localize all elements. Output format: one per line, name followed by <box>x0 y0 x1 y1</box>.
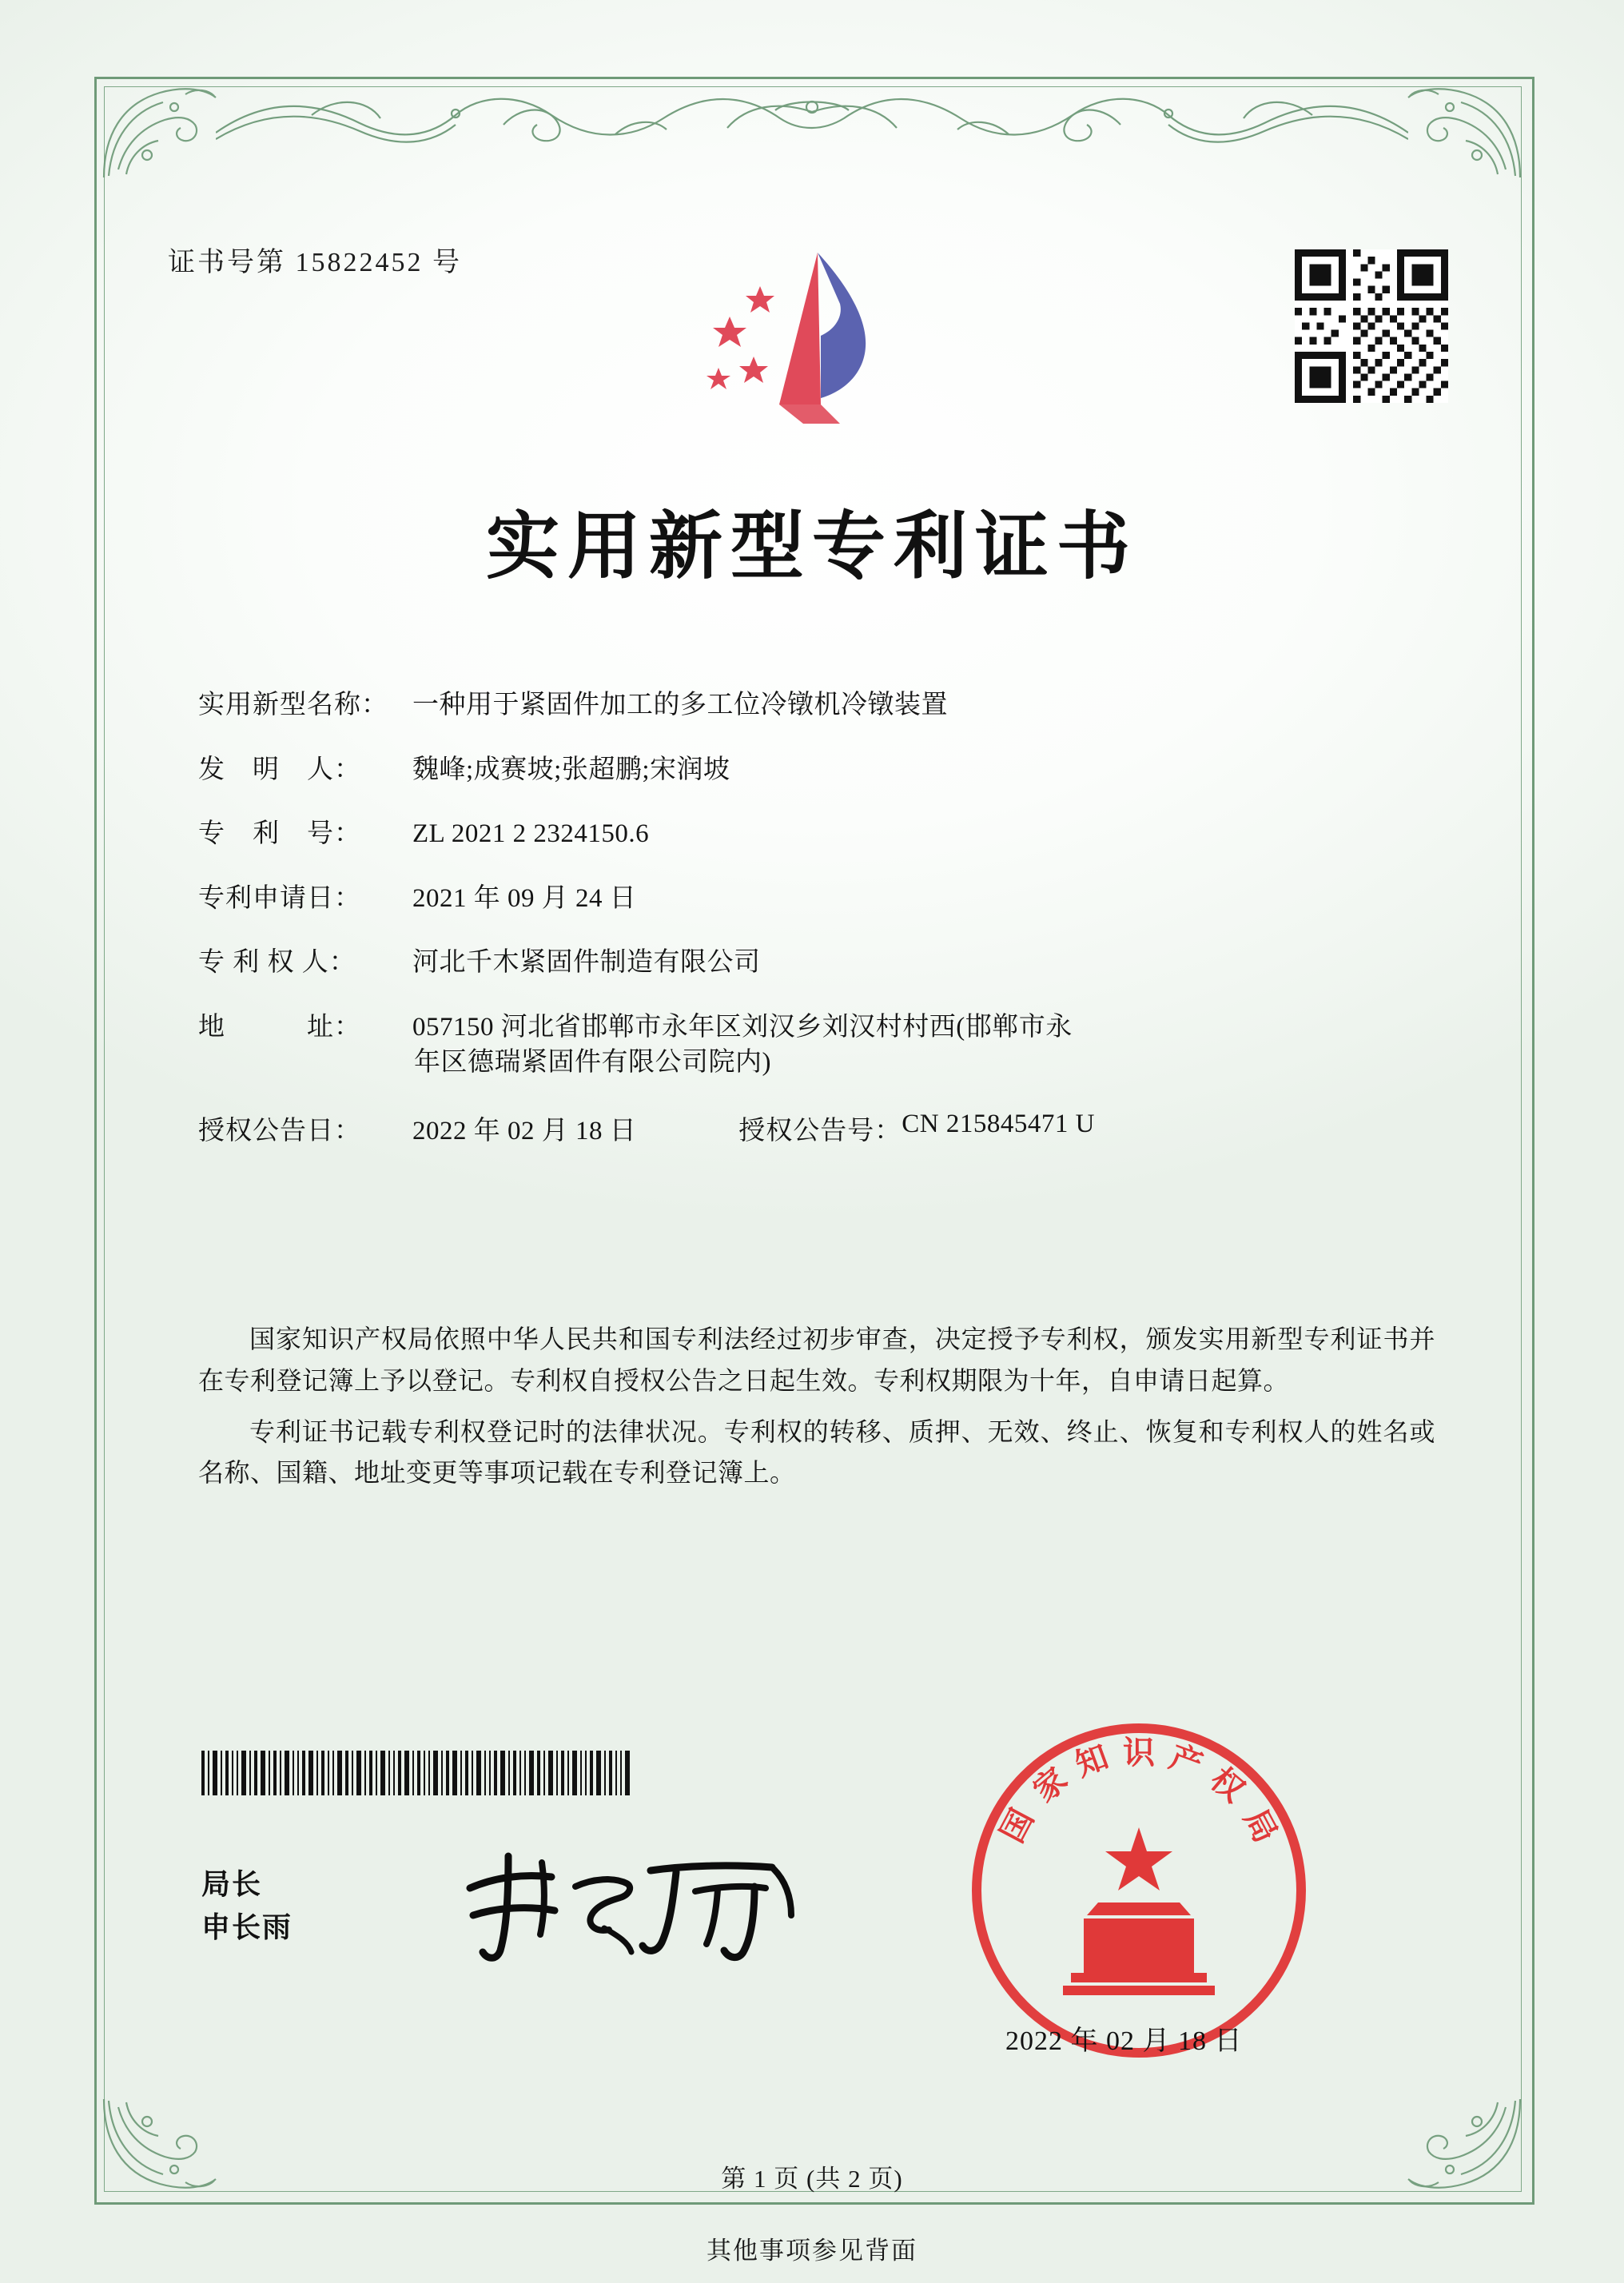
field-value: 2021 年 09 月 24 日 <box>412 883 637 913</box>
seal-date: 2022 年 02 月 18 日 <box>1005 2026 1243 2056</box>
svg-text:家: 家 <box>1025 1759 1075 1810</box>
cnipa-logo-icon <box>683 240 923 440</box>
legal-paragraph-1: 国家知识产权局依照中华人民共和国专利法经过初步审查，决定授予专利权，颁发实用新型专利证书并在专利登记簿上予以登记。专利权自授权公告之日起生效。专利权期限为十年，自申请日起算。 <box>198 1325 1435 1395</box>
announcement-date-label: 授权公告日： <box>198 1116 361 1145</box>
field-value-line2: 年区德瑞紧固件有限公司院内) <box>414 1048 771 1078</box>
legal-paragraph-2: 专利证书记载专利权登记时的法律状况。专利权的转移、质押、无效、终止、恢复和专利权人的姓名或名称、国籍、地址变更等事项记载在专利登记簿上。 <box>198 1416 1435 1488</box>
barcode <box>201 1751 633 1795</box>
field-value: 河北千木紧固件制造有限公司 <box>412 948 761 978</box>
legal-text-block <box>198 1319 1435 1504</box>
field-label: 专 利 号： <box>198 819 361 849</box>
svg-text:知: 知 <box>1070 1737 1113 1784</box>
footnote: 其他事项参见背面 <box>707 2237 917 2265</box>
field-invention-name <box>198 687 1429 723</box>
svg-text:局: 局 <box>1236 1803 1285 1849</box>
field-value-line1: 057150 河北省邯郸市永年区刘汉乡刘汉村村西(邯郸市永 <box>412 1012 1073 1042</box>
page-number: 第 1 页 (共 2 页) <box>721 2165 903 2193</box>
ornament-corner-icon <box>1407 80 1526 184</box>
fields-block <box>198 687 1429 1176</box>
field-label: 发 明 人： <box>198 755 361 784</box>
field-patent-number <box>198 816 1429 852</box>
page-title: 实用新型专利证书 <box>485 503 1138 589</box>
qr-code <box>1295 249 1448 403</box>
certificate-number: 证书号第 15822452 号 <box>168 248 462 277</box>
field-value: 一种用于紧固件加工的多工位冷镦机冷镦装置 <box>412 691 948 719</box>
director-block <box>201 1863 293 1949</box>
field-label: 专利申请日： <box>198 883 361 913</box>
field-inventors <box>198 752 1429 788</box>
field-announcement <box>198 1110 1429 1147</box>
director-signature <box>456 1839 815 1966</box>
official-seal <box>967 1719 1311 2062</box>
svg-text:识: 识 <box>1123 1734 1155 1771</box>
svg-text:权: 权 <box>1203 1759 1252 1810</box>
field-application-date <box>198 881 1429 917</box>
field-label: 地 址： <box>198 1012 361 1042</box>
field-value-group <box>412 1010 1429 1081</box>
ornament-corner-icon <box>98 80 217 184</box>
field-patentee <box>198 945 1429 981</box>
director-role-label: 局长 <box>201 1868 263 1900</box>
ornament-top-band <box>216 83 1408 144</box>
field-label: 专 利 权 人： <box>198 948 356 978</box>
field-value: ZL 2021 2 2324150.6 <box>412 819 650 849</box>
announcement-date-value: 2022 年 02 月 18 日 <box>412 1116 637 1145</box>
field-address <box>198 1010 1429 1081</box>
announcement-number-label: 授权公告号： <box>738 1116 902 1145</box>
director-name: 申长雨 <box>201 1911 293 1943</box>
svg-text:国: 国 <box>993 1803 1041 1849</box>
svg-text:产: 产 <box>1164 1737 1208 1784</box>
field-value: 魏峰;成赛坡;张超鹏;宋润坡 <box>412 755 730 784</box>
announcement-number-value: CN 215845471 U <box>902 1109 1095 1138</box>
field-label: 实用新型名称： <box>198 691 388 719</box>
